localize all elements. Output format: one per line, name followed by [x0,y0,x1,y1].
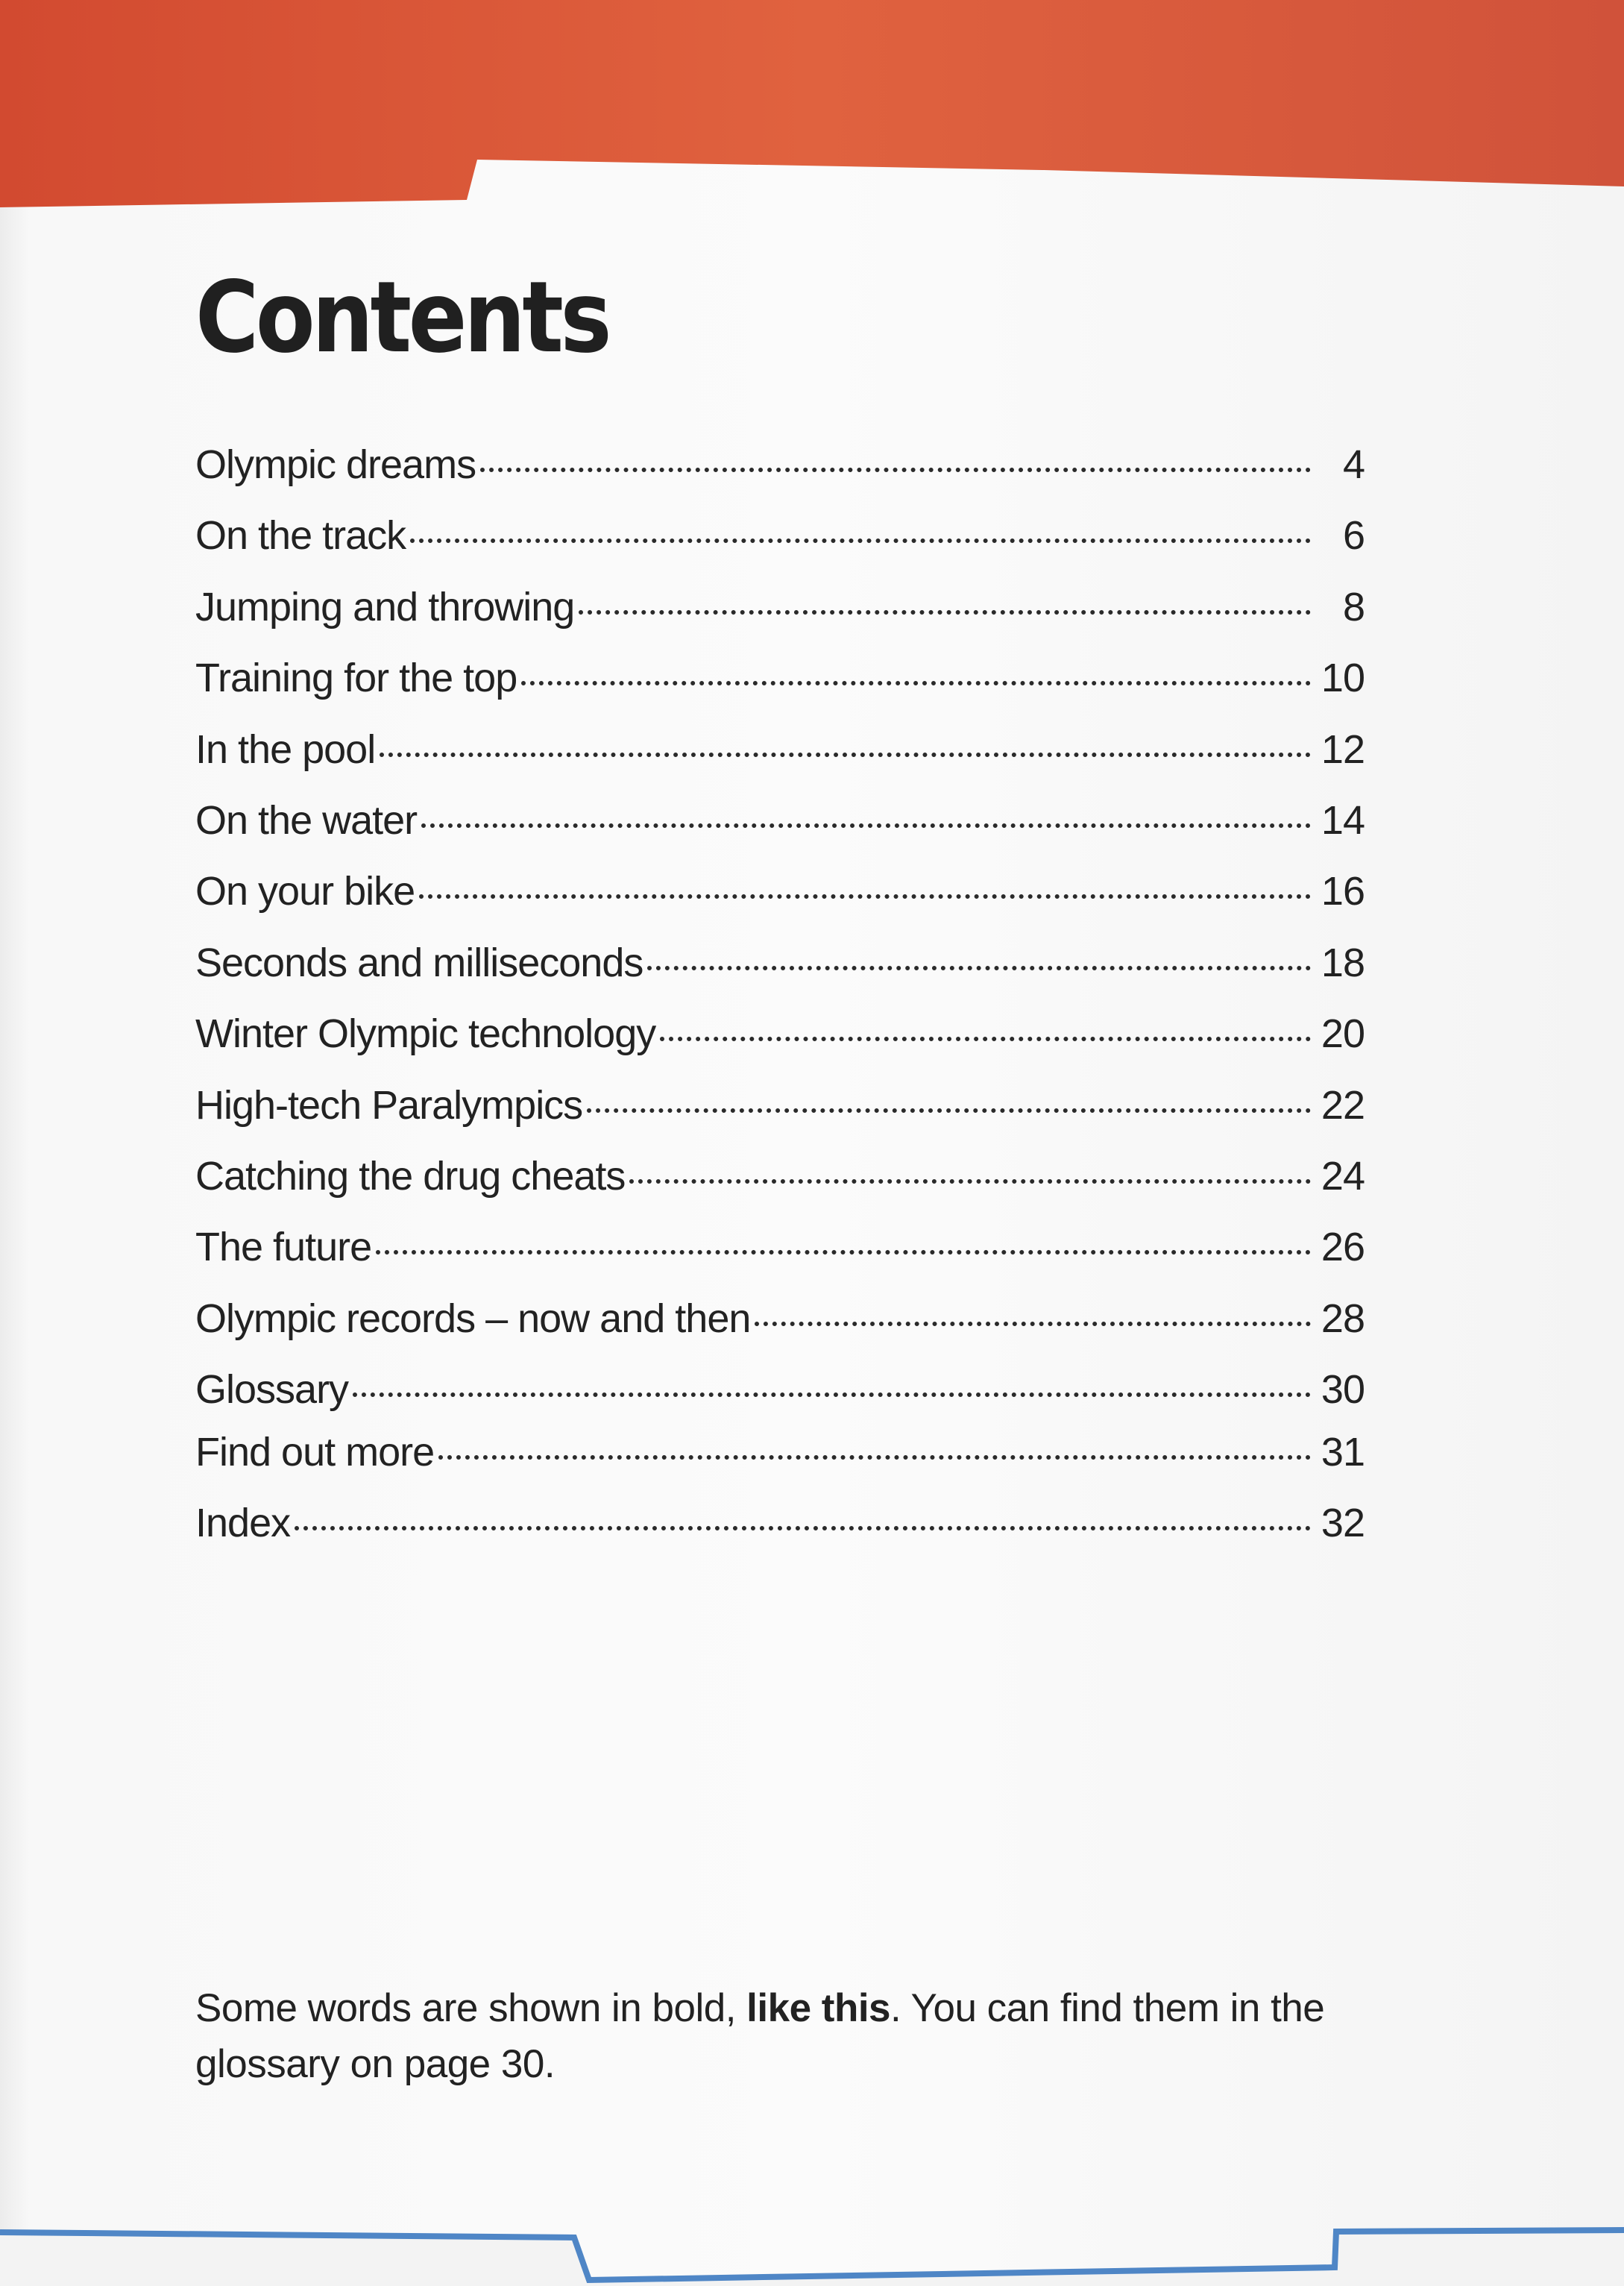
note-text-before: Some words are shown in bold, [195,1986,747,2030]
toc-entry [195,512,1365,583]
glossary-note [195,1980,1388,2092]
dot-leader [295,1523,1311,1530]
toc-entry [195,1153,1365,1224]
dot-leader [438,1452,1311,1460]
dot-leader [419,891,1311,899]
toc-entry [195,1082,1365,1153]
toc-entry-title: The future [195,1225,372,1270]
toc-entry-title: Glossary [195,1367,349,1413]
dot-leader [380,750,1311,757]
toc-entry-title: Training for the top [195,656,517,701]
toc-entry-title: Index [195,1501,291,1546]
toc-entry-title: In the pool [195,726,376,772]
dot-leader [660,1034,1311,1041]
dot-leader [647,963,1311,970]
toc-entry-page-number: 18 [1321,940,1365,985]
toc-entry [195,1429,1365,1500]
toc-entry-page-number: 14 [1321,797,1365,843]
toc-entry [195,1366,1365,1429]
toc-entry-page-number: 16 [1321,869,1365,914]
toc-entry-page-number: 10 [1321,656,1365,701]
toc-entry [195,584,1365,655]
dot-leader [480,465,1311,472]
toc-entry-title: Find out more [195,1430,435,1475]
toc-entry-page-number: 30 [1321,1367,1365,1413]
toc-entry-page-number: 6 [1342,513,1365,559]
dot-leader [410,536,1311,543]
dot-leader [521,678,1311,685]
toc-entry-page-number: 31 [1321,1430,1365,1475]
dot-leader [579,607,1311,615]
toc-entry-title: Olympic records – now and then [195,1296,751,1341]
toc-entry-title: On the water [195,797,418,843]
dot-leader [629,1176,1311,1184]
toc-entry [195,1500,1365,1571]
toc-entry-page-number: 26 [1321,1225,1365,1270]
toc-entry-page-number: 8 [1342,584,1365,629]
toc-entry-page-number: 20 [1321,1011,1365,1057]
note-bold-example: like this [746,1986,891,2030]
toc-entry [195,868,1365,939]
footer-band [0,2200,1624,2286]
dot-leader [421,820,1311,828]
toc-entry-title: Winter Olympic technology [195,1011,656,1057]
dot-leader [587,1105,1311,1113]
toc-entry [195,442,1365,512]
toc-entry-page-number: 4 [1342,442,1365,487]
toc-entry-title: High-tech Paralympics [195,1082,583,1128]
page-title: Contents [195,260,609,375]
toc-entry-title: Jumping and throwing [195,584,575,629]
dot-leader [353,1390,1311,1397]
toc-entry [195,1296,1365,1366]
toc-entry-title: Catching the drug cheats [195,1153,626,1199]
toc-entry [195,1224,1365,1295]
toc-entry-page-number: 28 [1321,1296,1365,1341]
toc-entry-page-number: 24 [1321,1153,1365,1199]
table-of-contents [195,442,1365,1571]
note-text-after: . You can find them in the glossary on page 30. [195,1986,1325,2086]
toc-entry [195,1011,1365,1081]
toc-entry-page-number: 22 [1321,1082,1365,1128]
toc-entry-page-number: 32 [1321,1501,1365,1546]
toc-entry [195,726,1365,797]
toc-entry [195,797,1365,868]
toc-entry-page-number: 12 [1321,726,1365,772]
dot-leader [376,1247,1311,1255]
toc-entry-title: Olympic dreams [195,442,476,487]
toc-entry [195,940,1365,1011]
dot-leader [755,1319,1311,1326]
toc-entry-title: Seconds and milliseconds [195,940,643,985]
toc-entry-title: On the track [195,513,406,559]
header-band [0,0,1624,216]
toc-entry [195,655,1365,726]
toc-entry-title: On your bike [195,869,415,914]
